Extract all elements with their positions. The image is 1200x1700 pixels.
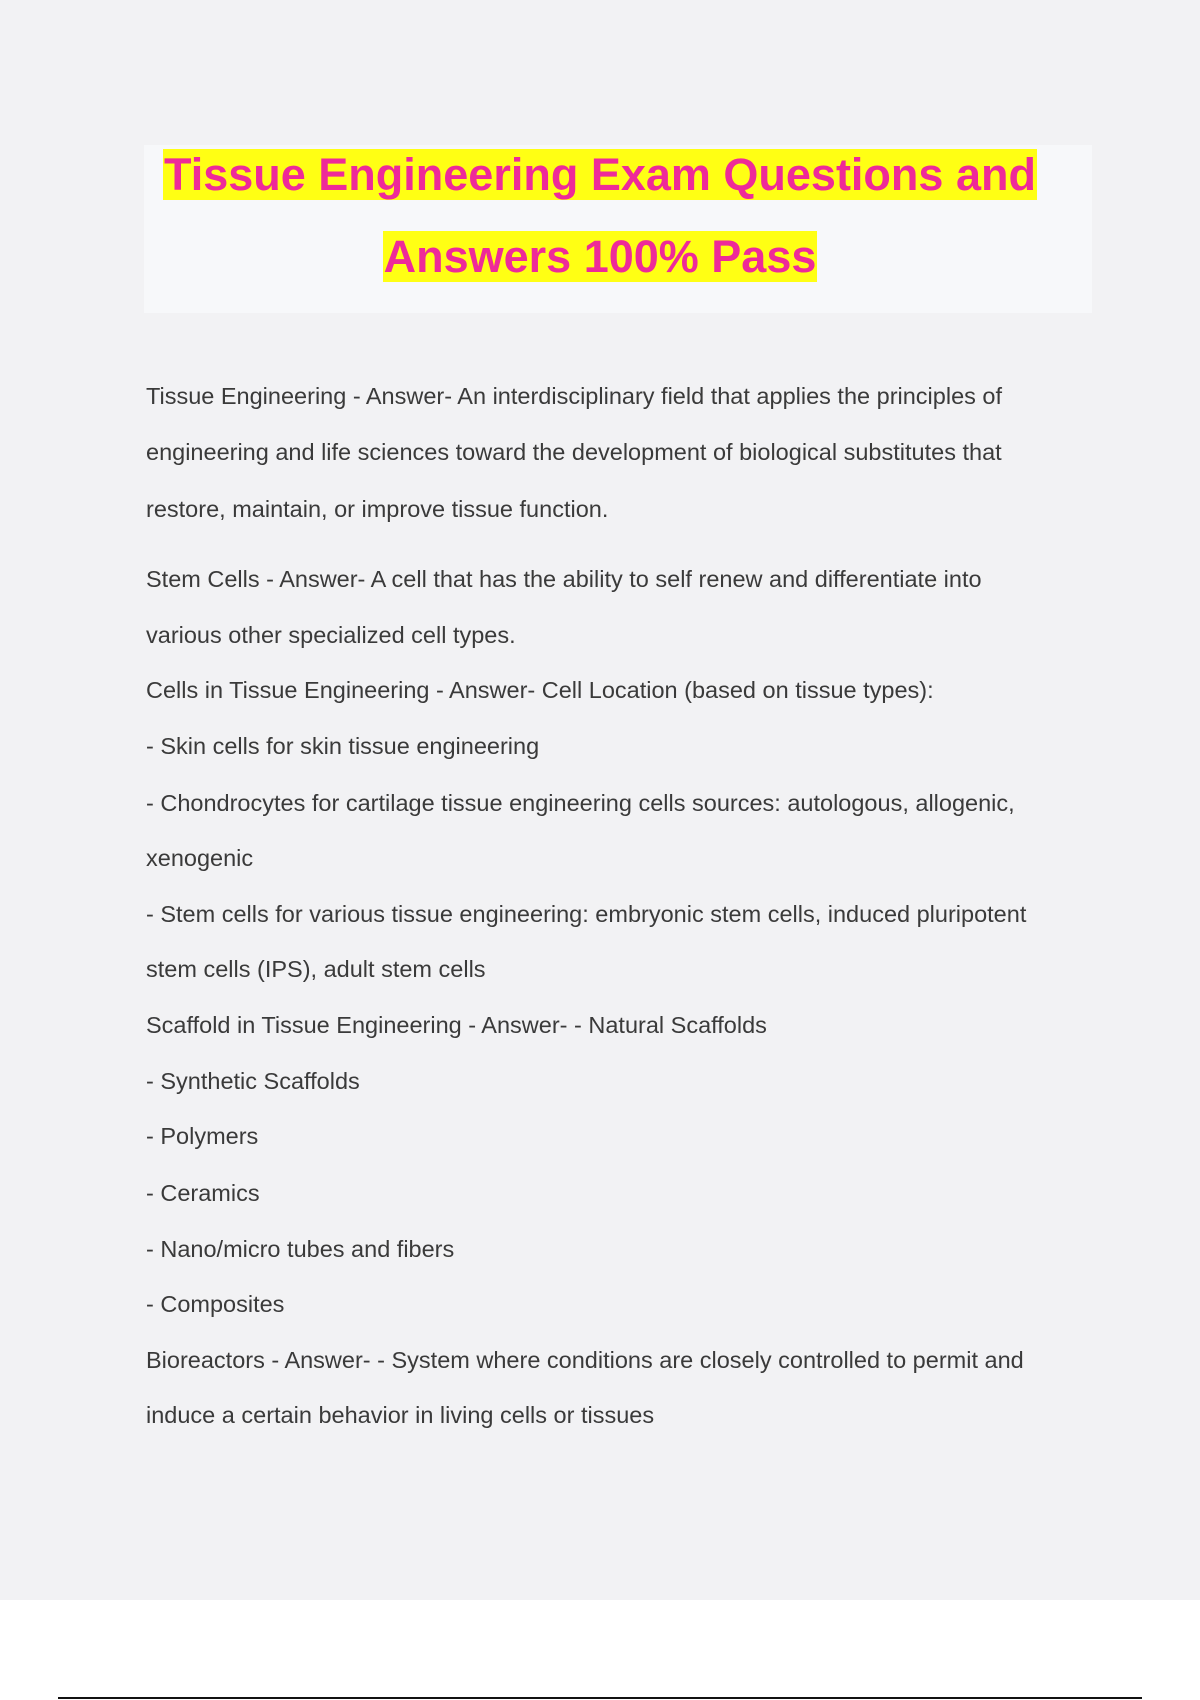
- footer-rule: [58, 1697, 1142, 1699]
- text-line-6: Cells in Tissue Engineering - Answer- Cell Location (based on tissue types):: [146, 677, 934, 703]
- text-line-5: various other specialized cell types.: [146, 622, 516, 648]
- text-line-8: - Chondrocytes for cartilage tissue engineering cells sources: autologous, allogenic,: [146, 790, 1015, 816]
- text-line-11: stem cells (IPS), adult stem cells: [146, 956, 486, 982]
- text-line-2: engineering and life sciences toward the development of biological substitutes that: [146, 439, 1002, 465]
- text-line-15: - Ceramics: [146, 1180, 260, 1206]
- text-line-19: induce a certain behavior in living cells or tissues: [146, 1402, 655, 1428]
- text-line-13: - Synthetic Scaffolds: [146, 1068, 360, 1094]
- text-line-7: - Skin cells for skin tissue engineering: [146, 733, 540, 759]
- text-line-4: Stem Cells - Answer- A cell that has the ability to self renew and differentiate into: [146, 566, 982, 592]
- text-line-3: restore, maintain, or improve tissue function.: [146, 496, 609, 522]
- text-line-1: Tissue Engineering - Answer- An interdisciplinary field that applies the principles of: [146, 383, 1003, 409]
- text-line-9: xenogenic: [146, 845, 254, 871]
- text-line-17: - Composites: [146, 1291, 285, 1317]
- text-line-10: - Stem cells for various tissue engineering: embryonic stem cells, induced pluripotent: [146, 901, 1027, 927]
- text-line-18: Bioreactors - Answer- - System where conditions are closely controlled to permit and: [146, 1347, 1024, 1373]
- document-title-line-2: Answers 100% Pass: [383, 231, 817, 282]
- text-line-14: - Polymers: [146, 1123, 259, 1149]
- text-line-12: Scaffold in Tissue Engineering - Answer- - Natural Scaffolds: [146, 1012, 767, 1038]
- document-title-line-1: Tissue Engineering Exam Questions and: [164, 149, 1036, 200]
- text-line-16: - Nano/micro tubes and fibers: [146, 1236, 455, 1262]
